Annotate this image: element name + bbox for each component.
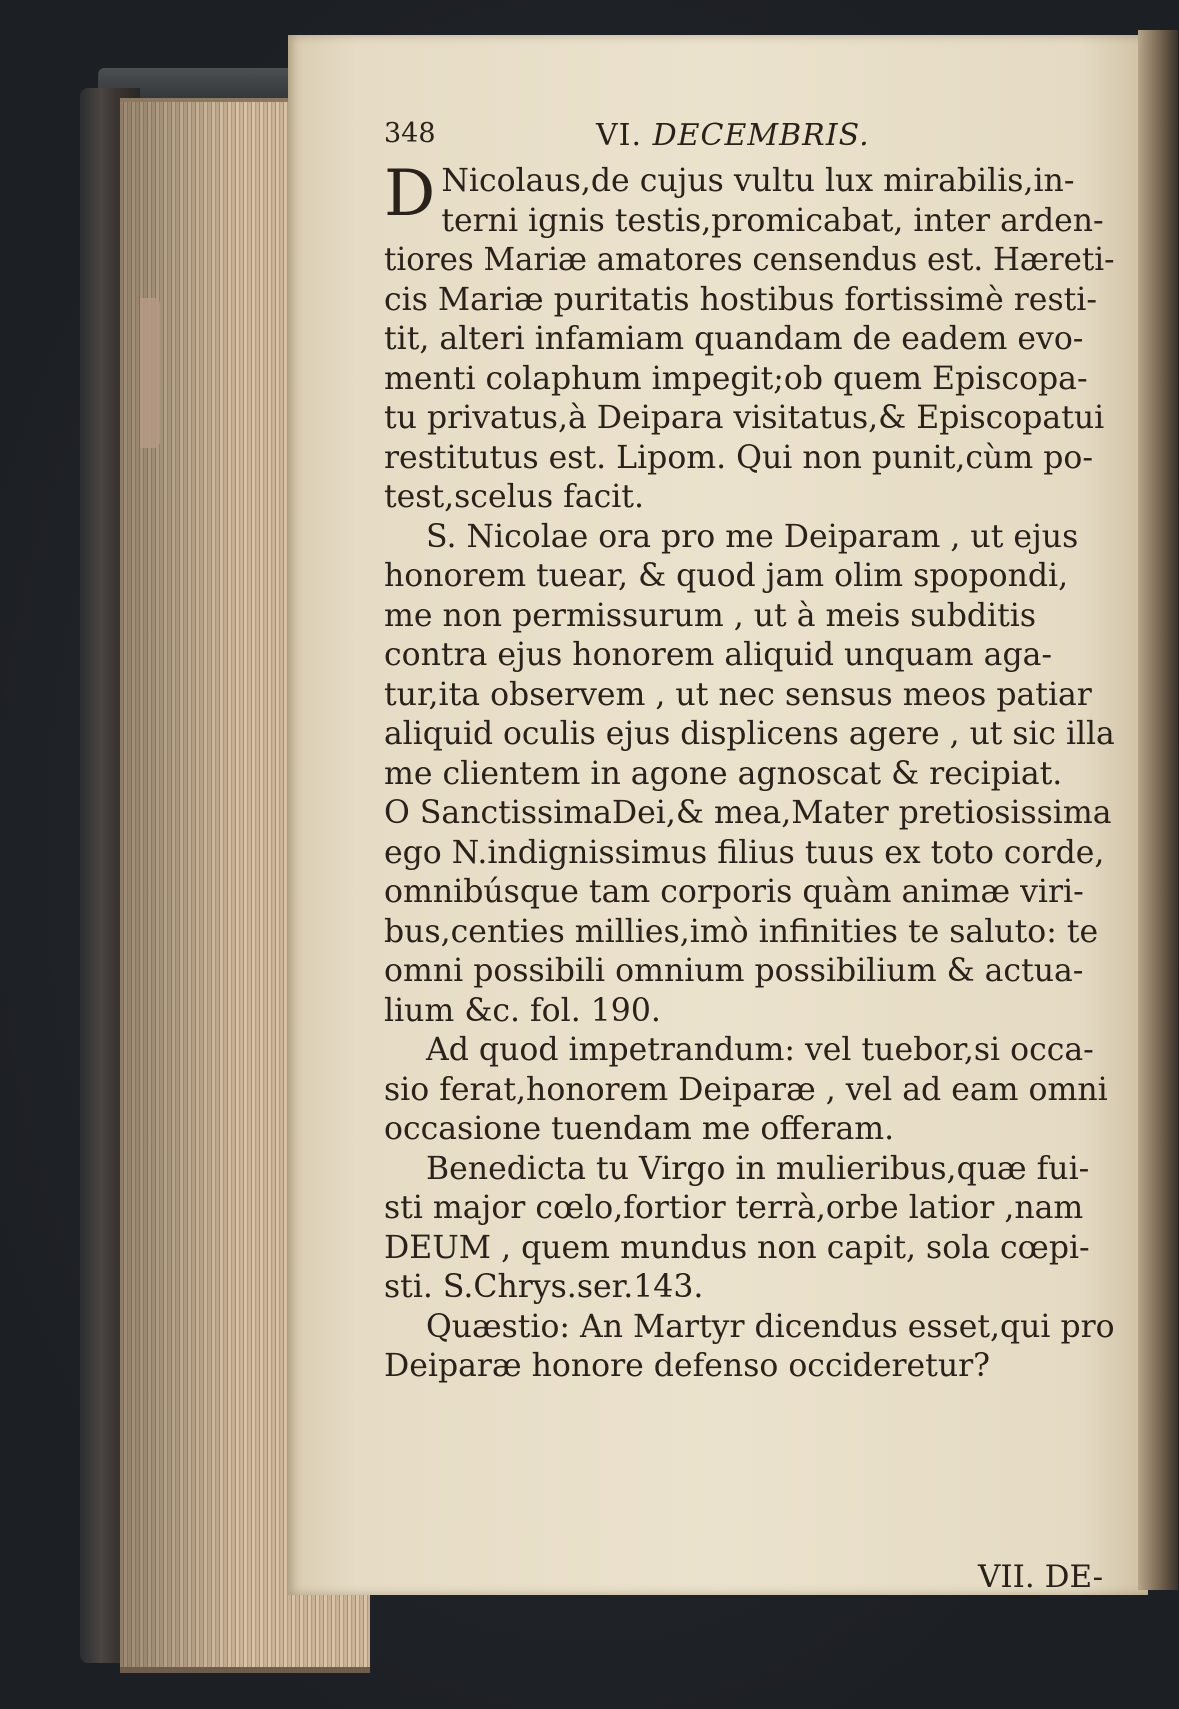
running-head: [384, 118, 944, 158]
text-line: aliquid oculis ejus displicens agere , ut sic illa: [384, 716, 1115, 752]
text-line: terni ignis testis,promicabat, inter arden-: [441, 202, 1104, 239]
text-line: sti major cœlo,fortior terrà,orbe latior ,nam: [384, 1190, 1084, 1226]
text-line: contra ejus honorem aliquid unquam aga-: [384, 637, 1053, 673]
text-line: Ad quod impetrandum: vel tuebor,si occa-: [426, 1032, 1094, 1068]
text-line: me non permissurum , ut à meis subditis: [384, 597, 1037, 634]
text-line: sti. S.Chrys.ser.143.: [384, 1269, 704, 1305]
text-line: ego N.indignissimus filius tuus ex toto corde,: [384, 834, 1105, 871]
text-line: sio ferat,honorem Deiparæ , vel ad eam omni: [384, 1071, 1108, 1108]
text-line: test,scelus facit.: [384, 479, 644, 515]
bookmark-tab: [140, 298, 160, 448]
text-line: O SanctissimaDei,& mea,Mater pretiosissima: [384, 795, 1112, 831]
text-line: Benedicta tu Virgo in mulieribus,quæ fui-: [426, 1150, 1090, 1187]
text-line: Quæstio: An Martyr dicendus esset,qui pro: [425, 1308, 1115, 1345]
page-text: [384, 157, 1115, 1387]
text-line: omni possibili omnium possibilium & actua-: [384, 953, 1084, 989]
text-line: tiores Mariæ amatores censendus est. Hæreti-: [384, 242, 1115, 278]
text-line: bus,centies millies,imò infinities te saluto: te: [384, 913, 1099, 950]
text-line: restitutus est. Lipom. Qui non punit,cùm po-: [384, 439, 1093, 476]
running-title-month: DECEMBRIS.: [652, 118, 870, 153]
text-line: occasione tuendam me offeram.: [384, 1111, 895, 1147]
text-line: lium &c. fol. 190.: [384, 992, 661, 1029]
facing-page-edge: [1138, 30, 1178, 1590]
text-line: tu privatus,à Deipara visitatus,& Episcopatui: [384, 400, 1105, 436]
text-line: honorem tuear, & quod jam olim spopondi,: [384, 558, 1069, 594]
page-number: 348: [384, 118, 436, 149]
catchword: VII. DE-: [978, 1559, 1104, 1595]
running-title-roman: VI.: [596, 118, 643, 153]
text-line: cis Mariæ puritatis hostibus fortissimè resti-: [384, 281, 1097, 318]
text-line: Nicolaus,de cujus vultu lux mirabilis,in-: [441, 163, 1075, 199]
text-line: menti colaphum impegit;ob quem Episcopa-: [384, 360, 1088, 397]
text-line: DEUM , quem mundus non capit, sola cœpi-: [384, 1229, 1090, 1266]
text-line: omnibúsque tam corporis quàm animæ viri-: [384, 874, 1084, 910]
drop-cap: D: [384, 157, 436, 231]
text-line: me clientem in agone agnoscat & recipiat.: [384, 755, 1063, 792]
text-line: S. Nicolae ora pro me Deiparam , ut ejus: [426, 518, 1079, 555]
text-line: Deiparæ honore defenso occideretur?: [384, 1348, 991, 1384]
running-title: [596, 118, 870, 153]
text-line: tur,ita observem , ut nec sensus meos patiar: [384, 676, 1092, 713]
text-line: tit, alteri infamiam quandam de eadem evo-: [384, 321, 1084, 357]
